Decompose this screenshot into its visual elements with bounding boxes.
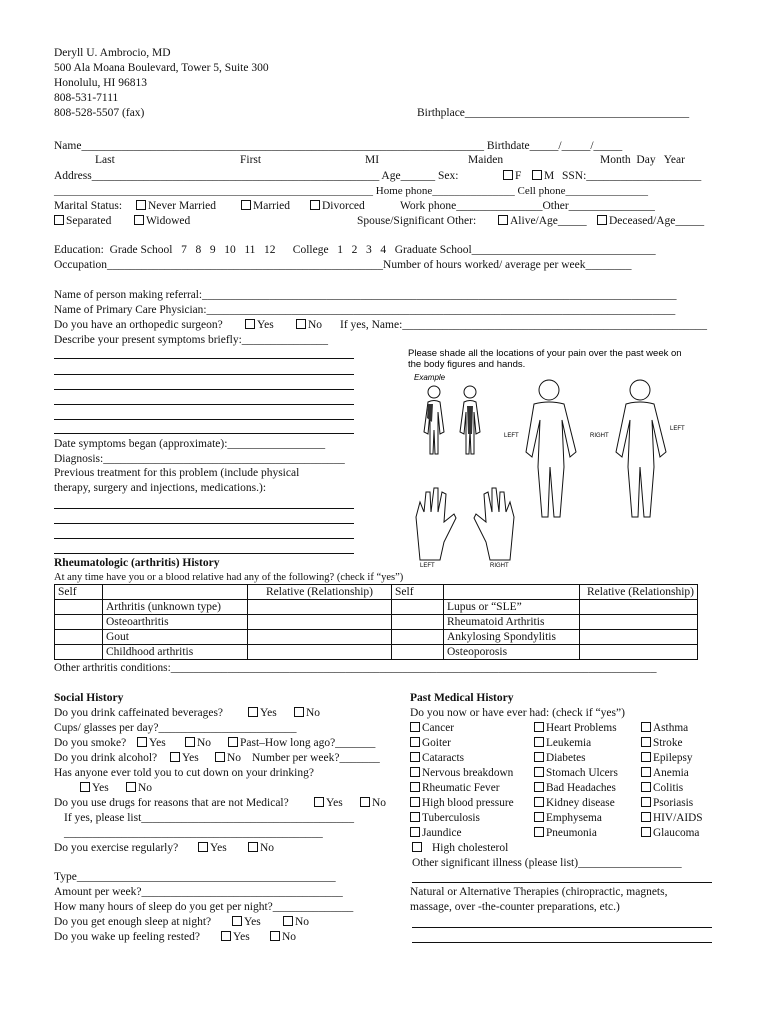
sub-label-last: Last [95, 154, 115, 166]
checkbox-icon[interactable] [245, 319, 255, 329]
condition-diabetes[interactable]: Diabetes [534, 751, 586, 765]
hand-left-label: LEFT [420, 563, 435, 569]
condition-emphysema[interactable]: Emphysema [534, 811, 602, 825]
condition-cell: Childhood arthritis [103, 645, 248, 660]
condition-stomach-ulcers[interactable]: Stomach Ulcers [534, 766, 618, 780]
self-cell[interactable] [55, 600, 103, 615]
checkbox-icon[interactable] [534, 722, 544, 732]
sub-label-first: First [240, 154, 262, 166]
table-row [55, 645, 698, 660]
header-blank [103, 585, 248, 600]
checkbox-icon[interactable] [360, 797, 370, 807]
treatment-line[interactable] [54, 508, 354, 509]
relative-cell[interactable] [580, 615, 698, 630]
side-body-icon[interactable] [616, 380, 666, 517]
enough-sleep-yes-option[interactable]: Yes [232, 915, 261, 929]
sex-f-option[interactable]: F [503, 169, 521, 183]
relative-cell[interactable] [580, 630, 698, 645]
self-cell[interactable] [392, 630, 444, 645]
checkbox-icon[interactable] [534, 782, 544, 792]
relative-cell[interactable] [580, 645, 698, 660]
header-self: Self [55, 585, 103, 600]
checkbox-icon[interactable] [410, 722, 420, 732]
symptoms-line[interactable] [54, 419, 354, 420]
condition-colitis[interactable]: Colitis [641, 781, 683, 795]
checkbox-icon[interactable] [80, 782, 90, 792]
checkbox-icon[interactable] [641, 722, 651, 732]
rested-no-option[interactable]: No [270, 930, 296, 944]
smoke-past-option[interactable]: Past–How long ago?_______ [228, 736, 375, 750]
ortho-no-option[interactable]: No [296, 318, 322, 332]
symptoms-field[interactable]: Describe your present symptoms briefly:_______________ [54, 334, 329, 346]
left-label-2: LEFT [670, 426, 685, 432]
sub-label-maiden: Maiden [468, 154, 504, 166]
checkbox-icon[interactable] [270, 931, 280, 941]
self-cell[interactable] [392, 600, 444, 615]
checkbox-icon[interactable] [641, 812, 651, 822]
figure-instructions-2: the body figures and hands. [408, 359, 526, 370]
condition-cell: Osteoporosis [444, 645, 580, 660]
education-field[interactable]: Education: Grade School 7 8 9 10 11 12 College 1 2 3 4 Graduate School________________________________ [54, 244, 656, 256]
checkbox-icon[interactable] [248, 842, 258, 852]
checkbox-icon[interactable] [410, 797, 420, 807]
checkbox-icon[interactable] [534, 737, 544, 747]
checkbox-icon[interactable] [532, 170, 542, 180]
natural-therapies-label: Natural or Alternative Therapies (chiropractic, magnets, [410, 886, 668, 898]
drugs-no-option[interactable]: No [360, 796, 386, 810]
header-blank [444, 585, 580, 600]
condition-rheumatic-fever[interactable]: Rheumatic Fever [410, 781, 499, 795]
table-row [55, 630, 698, 645]
social-history-title: Social History [54, 692, 124, 704]
other-illness-field[interactable]: Other significant illness (please list)__________________ [412, 857, 682, 869]
address-line-1: 500 Ala Moana Boulevard, Tower 5, Suite 300 [54, 62, 269, 74]
ssn-field[interactable]: SSN:____________________ [562, 170, 702, 182]
checkbox-icon[interactable] [534, 797, 544, 807]
cups-field[interactable]: Cups/ glasses per day?________________________ [54, 722, 297, 734]
name-field[interactable]: Name______________________________________________________________________ Birthdate_____/_____/_____ [54, 140, 623, 152]
other-arthritis-field[interactable]: Other arthritis conditions:______________________________________________________________________________________ [54, 662, 657, 674]
header-self: Self [392, 585, 444, 600]
checkbox-icon[interactable] [310, 200, 320, 210]
condition-bad-headaches[interactable]: Bad Headaches [534, 781, 616, 795]
ortho-question: Do you have an orthopedic surgeon? [54, 319, 223, 331]
checkbox-icon[interactable] [126, 782, 136, 792]
condition-cataracts[interactable]: Cataracts [410, 751, 464, 765]
table-row [55, 600, 698, 615]
condition-cancer[interactable]: Cancer [410, 721, 454, 735]
drinks-per-week-field[interactable]: Number per week?_______ [252, 752, 380, 764]
spouse-alive-option[interactable]: Alive/Age_____ [498, 214, 587, 228]
checkbox-icon[interactable] [170, 752, 180, 762]
date-began-field[interactable]: Date symptoms began (approximate):_________________ [54, 438, 326, 450]
relative-cell[interactable] [580, 600, 698, 615]
rheum-title: Rheumatologic (arthritis) History [54, 557, 220, 569]
relative-cell[interactable] [248, 645, 392, 660]
exercise-type-field[interactable]: Type_____________________________________________ [54, 871, 336, 883]
condition-psoriasis[interactable]: Psoriasis [641, 796, 693, 810]
divorced-option[interactable]: Divorced [310, 199, 365, 213]
drugs-list-field[interactable]: If yes, please list_____________________________________ [64, 812, 355, 824]
work-phone-field[interactable]: Work phone_______________Other_______________ [400, 200, 655, 212]
phone-line[interactable]: __________________________________________________________ Home phone_______________ Cell phone_______________ [54, 185, 648, 197]
checkbox-icon[interactable] [410, 782, 420, 792]
condition-nervous-breakdown[interactable]: Nervous breakdown [410, 766, 513, 780]
birthplace-field[interactable]: Birthplace_______________________________________ [417, 107, 690, 119]
alcohol-no-option[interactable]: No [215, 751, 241, 765]
cutdown-no-option[interactable]: No [126, 781, 152, 795]
self-cell[interactable] [392, 615, 444, 630]
rested-yes-option[interactable]: Yes [221, 930, 250, 944]
hand-right-label: RIGHT [490, 563, 509, 569]
prev-treatment-label-2: therapy, surgery and injections, medications.): [54, 482, 267, 494]
checkbox-icon[interactable] [498, 215, 508, 225]
sub-label-date: Month Day Year [600, 154, 685, 166]
drugs-question: Do you use drugs for reasons that are not Medical? [54, 797, 289, 809]
sub-label-mi: MI [365, 154, 380, 166]
treatment-line[interactable] [54, 523, 354, 524]
caffeine-yes-option[interactable]: Yes [248, 706, 277, 720]
checkbox-icon[interactable] [134, 215, 144, 225]
condition-stroke[interactable]: Stroke [641, 736, 683, 750]
checkbox-icon[interactable] [410, 752, 420, 762]
checkbox-icon[interactable] [410, 827, 420, 837]
condition-epilepsy[interactable]: Epilepsy [641, 751, 693, 765]
alcohol-question: Do you drink alcohol? [54, 752, 158, 764]
header-relative: Relative (Relationship) [248, 585, 392, 600]
address-line-2: Honolulu, HI 96813 [54, 77, 147, 89]
right-hand-icon[interactable] [474, 488, 514, 560]
drugs-list-line[interactable]: _____________________________________________ [64, 827, 323, 839]
checkbox-icon[interactable] [198, 842, 208, 852]
marital-status-label: Marital Status: [54, 200, 123, 212]
spouse-label: Spouse/Significant Other: [357, 215, 477, 227]
widowed-option[interactable]: Widowed [134, 214, 190, 228]
condition-cell: Rheumatoid Arthritis [444, 615, 580, 630]
body-figure[interactable] [404, 342, 704, 570]
past-medical-title: Past Medical History [410, 692, 514, 704]
treatment-line[interactable] [54, 553, 354, 554]
self-cell[interactable] [55, 615, 103, 630]
condition-cell: Ankylosing Spondylitis [444, 630, 580, 645]
ortho-yes-option[interactable]: Yes [245, 318, 274, 332]
caffeine-question: Do you drink caffeinated beverages? [54, 707, 224, 719]
checkbox-icon[interactable] [534, 827, 544, 837]
alcohol-yes-option[interactable]: Yes [170, 751, 199, 765]
condition-cell: Lupus or “SLE” [444, 600, 580, 615]
smoke-no-option[interactable]: No [185, 736, 211, 750]
condition-leukemia[interactable]: Leukemia [534, 736, 591, 750]
smoke-question: Do you smoke? [54, 737, 127, 749]
sleep-hours-field[interactable]: How many hours of sleep do you get per night?______________ [54, 901, 354, 913]
exercise-amount-field[interactable]: Amount per week?___________________________________ [54, 886, 343, 898]
checkbox-icon[interactable] [641, 737, 651, 747]
referral-field[interactable]: Name of person making referral:____________________________________________________________________________________ [54, 289, 677, 301]
figure-instructions: Please shade all the locations of your pain over the past week on [408, 348, 682, 359]
symptoms-line[interactable] [54, 404, 354, 405]
primary-care-field[interactable]: Name of Primary Care Physician:___________________________________________________________________________________ [54, 304, 676, 316]
checkbox-icon[interactable] [314, 797, 324, 807]
other-illness-line[interactable] [412, 882, 712, 883]
checkbox-icon[interactable] [641, 752, 651, 762]
checkbox-icon[interactable] [597, 215, 607, 225]
checkbox-icon[interactable] [241, 200, 251, 210]
drugs-yes-option[interactable]: Yes [314, 796, 343, 810]
example-shading [427, 404, 433, 422]
condition-pneumonia[interactable]: Pneumonia [534, 826, 597, 840]
relative-cell[interactable] [248, 615, 392, 630]
condition-cell: Gout [103, 630, 248, 645]
table-header-row [55, 585, 698, 600]
caffeine-no-option[interactable]: No [294, 706, 320, 720]
symptoms-line[interactable] [54, 358, 354, 359]
relative-cell[interactable] [248, 600, 392, 615]
relative-cell[interactable] [248, 630, 392, 645]
checkbox-icon[interactable] [185, 737, 195, 747]
checkbox-icon[interactable] [410, 737, 420, 747]
smoke-yes-option[interactable]: Yes [137, 736, 166, 750]
header-relative: Relative (Relationship) [580, 585, 698, 600]
checkbox-icon[interactable] [283, 916, 293, 926]
natural-therapies-line[interactable] [412, 942, 712, 943]
checkbox-icon[interactable] [296, 319, 306, 329]
condition-high-blood-pressure[interactable]: High blood pressure [410, 796, 514, 810]
checkbox-icon[interactable] [641, 797, 651, 807]
symptoms-line[interactable] [54, 374, 354, 375]
condition-cell: Arthritis (unknown type) [103, 600, 248, 615]
past-medical-subtitle: Do you now or have ever had: (check if “yes”) [410, 707, 625, 719]
self-cell[interactable] [55, 645, 103, 660]
condition-goiter[interactable]: Goiter [410, 736, 451, 750]
cutdown-question: Has anyone ever told you to cut down on your drinking? [54, 767, 314, 779]
condition-glaucoma[interactable]: Glaucoma [641, 826, 699, 840]
prev-treatment-label: Previous treatment for this problem (include physical [54, 467, 300, 479]
married-option[interactable]: Married [241, 199, 290, 213]
rheum-table [54, 584, 698, 660]
condition-jaundice[interactable]: Jaundice [410, 826, 462, 840]
table-row [55, 615, 698, 630]
spouse-deceased-option[interactable]: Deceased/Age_____ [597, 214, 704, 228]
left-hand-icon[interactable] [416, 488, 456, 560]
never-married-option[interactable]: Never Married [136, 199, 216, 213]
exercise-no-option[interactable]: No [248, 841, 274, 855]
exercise-question: Do you exercise regularly? [54, 842, 179, 854]
condition-hiv-aids[interactable]: HIV/AIDS [641, 811, 703, 825]
checkbox-icon[interactable] [137, 737, 147, 747]
condition-heart-problems[interactable]: Heart Problems [534, 721, 617, 735]
checkbox-icon[interactable] [534, 812, 544, 822]
treatment-line[interactable] [54, 538, 354, 539]
checkbox-icon[interactable] [54, 215, 64, 225]
condition-high-cholesterol[interactable]: High cholesterol [412, 841, 508, 855]
enough-sleep-question: Do you get enough sleep at night? [54, 916, 212, 928]
checkbox-icon[interactable] [534, 752, 544, 762]
occupation-field[interactable]: Occupation________________________________________________Number of hours worked/ average per week________ [54, 259, 632, 271]
sex-m-option[interactable]: M [532, 169, 554, 183]
fax-number: 808-528-5507 (fax) [54, 107, 145, 119]
checkbox-icon[interactable] [228, 737, 238, 747]
example-shading [467, 406, 473, 434]
front-body-icon[interactable] [526, 380, 576, 517]
rested-question: Do you wake up feeling rested? [54, 931, 200, 943]
ortho-name-field[interactable]: If yes, Name:_____________________________________________________ [340, 319, 708, 331]
checkbox-icon[interactable] [232, 916, 242, 926]
checkbox-icon[interactable] [294, 707, 304, 717]
checkbox-icon[interactable] [412, 842, 422, 852]
checkbox-icon[interactable] [215, 752, 225, 762]
doctor-name: Deryll U. Ambrocio, MD [54, 47, 171, 59]
checkbox-icon[interactable] [641, 827, 651, 837]
checkbox-icon[interactable] [248, 707, 258, 717]
checkbox-icon[interactable] [410, 812, 420, 822]
checkbox-icon[interactable] [503, 170, 513, 180]
checkbox-icon[interactable] [641, 767, 651, 777]
checkbox-icon[interactable] [534, 767, 544, 777]
separated-option[interactable]: Separated [54, 214, 111, 228]
condition-cell: Osteoarthritis [103, 615, 248, 630]
checkbox-icon[interactable] [410, 767, 420, 777]
exercise-yes-option[interactable]: Yes [198, 841, 227, 855]
self-cell[interactable] [392, 645, 444, 660]
symptoms-line[interactable] [54, 433, 354, 434]
condition-kidney-disease[interactable]: Kidney disease [534, 796, 615, 810]
natural-therapies-line[interactable] [412, 927, 712, 928]
checkbox-icon[interactable] [641, 782, 651, 792]
condition-asthma[interactable]: Asthma [641, 721, 688, 735]
left-label: LEFT [504, 433, 519, 439]
diagnosis-field[interactable]: Diagnosis:__________________________________________ [54, 453, 345, 465]
condition-anemia[interactable]: Anemia [641, 766, 689, 780]
rheum-subtitle: At any time have you or a blood relative had any of the following? (check if “yes”) [54, 572, 404, 583]
checkbox-icon[interactable] [221, 931, 231, 941]
symptoms-line[interactable] [54, 389, 354, 390]
checkbox-icon[interactable] [136, 200, 146, 210]
self-cell[interactable] [55, 630, 103, 645]
cutdown-yes-option[interactable]: Yes [80, 781, 109, 795]
enough-sleep-no-option[interactable]: No [283, 915, 309, 929]
right-label: RIGHT [590, 433, 609, 439]
phone-number: 808-531-7111 [54, 92, 119, 104]
address-field[interactable]: Address__________________________________________________ Age______ Sex: [54, 170, 459, 182]
example-label: Example [414, 373, 446, 382]
natural-therapies-label-2: massage, over -the-counter preparations, etc.) [410, 901, 620, 913]
condition-tuberculosis[interactable]: Tuberculosis [410, 811, 480, 825]
